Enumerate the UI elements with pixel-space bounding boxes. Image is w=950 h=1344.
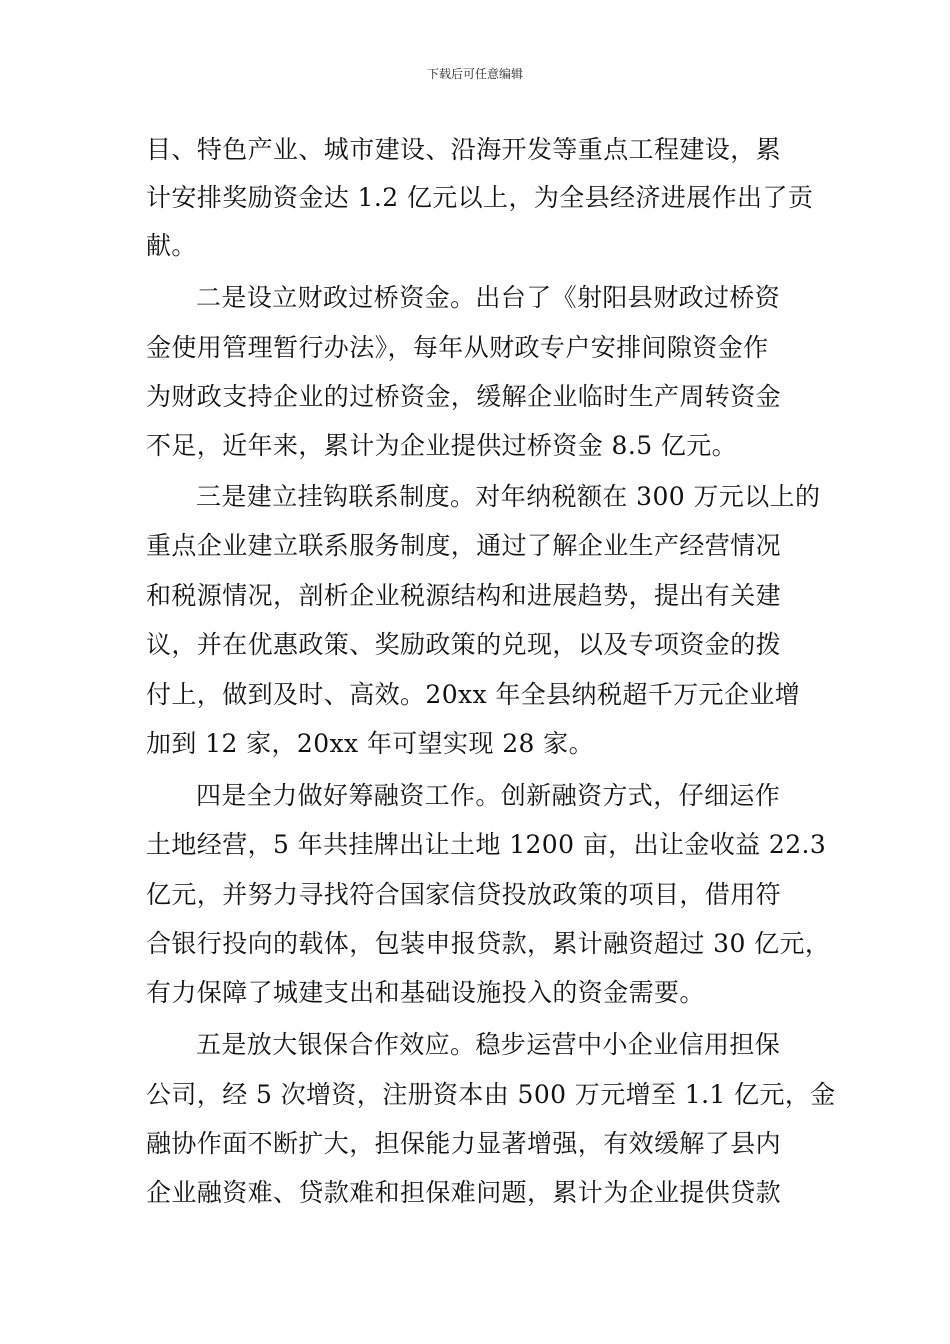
text-line: 土地经营，5 年共挂牌出让土地 1200 亩，出让金收益 22.3 xyxy=(146,830,827,859)
paragraph-start-line: 四是全力做好筹融资工作。创新融资方式，仔细运作 xyxy=(196,781,781,810)
text-line: 有力保障了城建支出和基础设施投入的资金需要。 xyxy=(146,978,705,1007)
text-line: 不足，近年来，累计为企业提供过桥资金 8.5 亿元。 xyxy=(146,431,738,460)
text-line: 企业融资难、贷款难和担保难问题，累计为企业提供贷款 xyxy=(146,1178,782,1207)
text-line: 亿元，并努力寻找符合国家信贷投放政策的项目，借用符 xyxy=(146,880,782,909)
text-line: 目、特色产业、城市建设、沿海开发等重点工程建设，累 xyxy=(146,135,782,164)
page-header: 下载后可任意编辑 xyxy=(426,67,523,81)
paragraph-start-line: 五是放大银保合作效应。稳步运营中小企业信用担保 xyxy=(196,1030,781,1059)
text-line: 计安排奖励资金达 1.2 亿元以上，为全县经济进展作出了贡 xyxy=(146,183,814,212)
text-line: 加到 12 家，20xx 年可望实现 28 家。 xyxy=(146,729,594,758)
text-line: 重点企业建立联系服务制度，通过了解企业生产经营情况 xyxy=(146,531,782,560)
paragraph-start-line: 三是建立挂钩联系制度。对年纳税额在 300 万元以上的 xyxy=(196,482,821,511)
text-line: 为财政支持企业的过桥资金，缓解企业临时生产周转资金 xyxy=(146,382,782,411)
text-line: 公司，经 5 次增资，注册资本由 500 万元增至 1.1 亿元，金 xyxy=(146,1080,836,1109)
text-line: 议，并在优惠政策、奖励政策的兑现，以及专项资金的拨 xyxy=(146,630,782,659)
text-line: 金使用管理暂行办法》，每年从财政专户安排间隙资金作 xyxy=(146,333,769,362)
text-line: 付上，做到及时、高效。20xx 年全县纳税超千万元企业增 xyxy=(146,680,801,709)
text-line: 和税源情况，剖析企业税源结构和进展趋势，提出有关建 xyxy=(146,581,782,610)
text-line: 合银行投向的载体，包装申报贷款，累计融资超过 30 亿元， xyxy=(146,929,831,958)
text-line: 融协作面不断扩大，担保能力显著增强，有效缓解了县内 xyxy=(146,1129,782,1158)
text-line: 献。 xyxy=(146,231,197,260)
paragraph-start-line: 二是设立财政过桥资金。出台了《射阳县财政过桥资 xyxy=(196,283,781,312)
